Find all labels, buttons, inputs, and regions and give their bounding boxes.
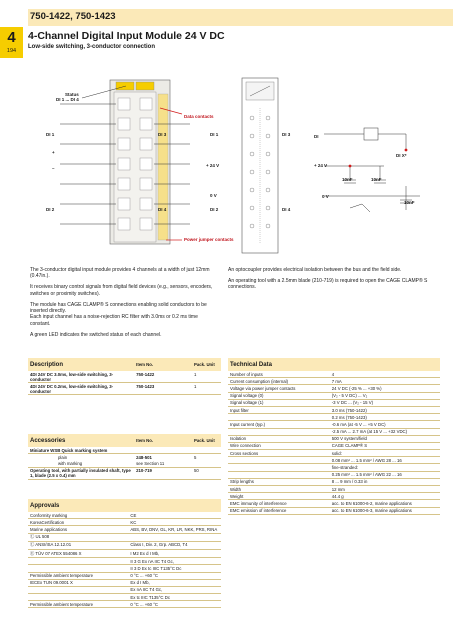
accessories-table <box>28 434 221 480</box>
table-row: 0.25 mm² ... 1.5 mm² / AWG 22 ... 16 <box>228 471 440 478</box>
technical-data-header: Technical Data <box>230 361 272 368</box>
table-row: II 3 G Ex nA IIC T4 Gc, <box>28 558 221 565</box>
col-item-no: Item No. <box>136 362 154 367</box>
desc-paragraph: An optocoupler provides electrical isolation between the bus and the field side. <box>228 267 402 273</box>
table-row: Ex nA IIC T4 Gc, <box>28 586 221 593</box>
table-row: Permissible ambient temperature 0 °C ... +60 °C <box>28 601 221 608</box>
table-row: with marking see Section 11 <box>28 460 221 467</box>
page-title: 4-Channel Digital Input Module 24 V DC <box>28 30 225 42</box>
table-row: fine-stranded: <box>228 464 440 471</box>
terminal-schematic <box>232 68 292 258</box>
table-row: KoreaCertification KC <box>28 519 221 526</box>
circuit-cap1: 10nF <box>342 177 353 182</box>
label-plus: + <box>52 150 55 155</box>
data-contacts-label: Data contacts <box>184 114 214 119</box>
circuit-0v: 0 V <box>322 194 329 199</box>
power-jumper-label: Power jumper contacts <box>184 237 234 242</box>
table-row: -2.5 mA ... 2.7 mA (at 15 V ... +32 VDC) <box>228 428 440 435</box>
table-row: Ⓛ UL 508 <box>28 533 221 541</box>
label-di1: DI 1 <box>46 132 55 137</box>
circuit-24v: + 24 V <box>314 163 328 168</box>
part-numbers: 750-1422, 750-1423 <box>30 11 116 22</box>
table-row: plain 248-501 5 <box>58 454 197 460</box>
table-row: Miniature WSB Quick marking system <box>28 447 221 454</box>
desc-paragraph: An operating tool with a 2.5mm blade (210-719) is required to open the CAGE CLAMP® S connections. <box>228 277 428 291</box>
chapter-number: 4 <box>7 29 16 46</box>
circuit-diagram <box>310 120 450 220</box>
order-table <box>28 358 221 395</box>
page-subtitle: Low-side switching, 3-conductor connection <box>28 44 156 50</box>
desc-paragraph: A green LED indicates the switched status of each channel. <box>30 331 162 338</box>
mid-di4: DI 4 <box>282 207 291 212</box>
chapter-tab <box>0 27 23 58</box>
table-row: Wire connection CAGE CLAMP® S <box>228 442 440 449</box>
desc-paragraph: The 3-conductor digital input module provides 4 channels at a width of just 12mm (0.47in.). <box>30 267 210 280</box>
table-row: 4DI 24V DC 3.0ms, low-side switching, 3-conductor 750-1422 1 <box>28 371 221 383</box>
table-row: Ⓔ TÜV 07 ATEX 554086 X I M2 Ex d I Mb, <box>28 549 221 557</box>
label-minus: – <box>52 166 55 171</box>
description-right <box>228 267 440 295</box>
approvals-table <box>28 499 221 608</box>
circuit-cap2: 10nF <box>371 177 382 182</box>
mid-di2: DI 2 <box>210 207 219 212</box>
table-row: Voltage via power jumper contacts 24 V DC (-25 % ... +30 %) <box>228 385 440 392</box>
table-row: 4DI 24V DC 0.2ms, low-side switching, 3-conductor 750-1423 1 <box>28 383 221 395</box>
col-description: Description <box>30 361 64 368</box>
table-row: Signal voltage (1) -3 V DC ... (V₂ - 15 V) <box>228 399 440 406</box>
table-row: Current consumption (internal) 7 mA <box>228 378 440 385</box>
technical-data-table <box>228 358 440 515</box>
table-row: Permissible ambient temperature 0 °C ... +60 °C <box>28 572 221 579</box>
description-left <box>30 267 218 343</box>
table-row: EMC immunity of interference acc. to EN 61000-6-2, marine applications <box>228 500 440 507</box>
label-di4: DI 4 <box>158 207 167 212</box>
desc-paragraph: It receives binary control signals from digital field devices (e.g., sensors, encoders, switches or proximity switches). <box>30 284 213 297</box>
status-label: Status DI 1 ... DI 4 <box>56 92 79 102</box>
col-item-no: Item No. <box>136 438 154 443</box>
approvals-header: Approvals <box>30 502 60 509</box>
table-row: Weight 44.4 g <box>228 493 440 500</box>
col-pack-unit: Pack. Unit <box>194 438 215 443</box>
mid-0v: 0 V <box>210 193 217 198</box>
label-di2: DI 2 <box>46 207 55 212</box>
table-row: Input filter 3.0 ms (750-1422) <box>228 406 440 413</box>
table-row: 0.2 ms (750-1423) <box>228 414 440 421</box>
circuit-dix: DI X* <box>396 153 407 158</box>
table-row: IECEx TUN 09.0001 X Ex d I Mb, <box>28 579 221 586</box>
table-row: Conformity marking CE <box>28 512 221 519</box>
mid-di3: DI 3 <box>282 132 291 137</box>
table-row: Operating tool, with partially insulated shaft, type 1, blade (2.5 x 0.4) mm 210-719 50 <box>28 467 221 479</box>
circuit-cap3: 10nF <box>404 200 415 205</box>
desc-paragraph: The module has CAGE CLAMP® S connections enabling solid conductors to be inserted directly. Each input channel has a noise-rejection RC filter with 3.0ms or 0.2 ms time constant. <box>30 301 207 327</box>
table-row: Number of inputs 4 <box>228 371 440 378</box>
table-row: Signal voltage (0) (V₂ - 5 V DC) ... V₂ <box>228 392 440 399</box>
table-row: Strip lengths 8 ... 9 mm / 0.33 in <box>228 478 440 485</box>
label-di3: DI 3 <box>158 132 167 137</box>
mid-24v: + 24 V <box>206 163 220 168</box>
table-row: Ex tc IIIC T135°C Dc <box>28 594 221 601</box>
table-row: II 3 D Ex tc IIIC T135°C Dc <box>28 565 221 572</box>
table-row: Input current (typ.) -0.6 mA (at -5 V ... +5 V DC) <box>228 421 440 428</box>
table-row: Isolation 500 V system/field <box>228 435 440 442</box>
mid-di1: DI 1 <box>210 132 219 137</box>
col-accessories: Accessories <box>30 437 66 444</box>
table-row: Width 12 mm <box>228 486 440 493</box>
table-row: Cross sections solid: <box>228 450 440 457</box>
table-row: Ⓛ ANSI/ISA 12.12.01 Class I, Div. 2, Grp. ABCD, T4 <box>28 541 221 549</box>
table-row: Marine applications ABS, BV, DNV, GL, KR, LR, NKK, PRS, RINA <box>28 526 221 533</box>
table-row: 0.08 mm² ... 1.5 mm² / AWG 28 ... 16 <box>228 457 440 464</box>
col-pack-unit: Pack. Unit <box>194 362 215 367</box>
table-row: EMC emission of interference acc. to EN 61000-6-3, marine applications <box>228 507 440 514</box>
page-number: 194 <box>6 48 17 54</box>
circuit-di: DI <box>314 134 319 139</box>
